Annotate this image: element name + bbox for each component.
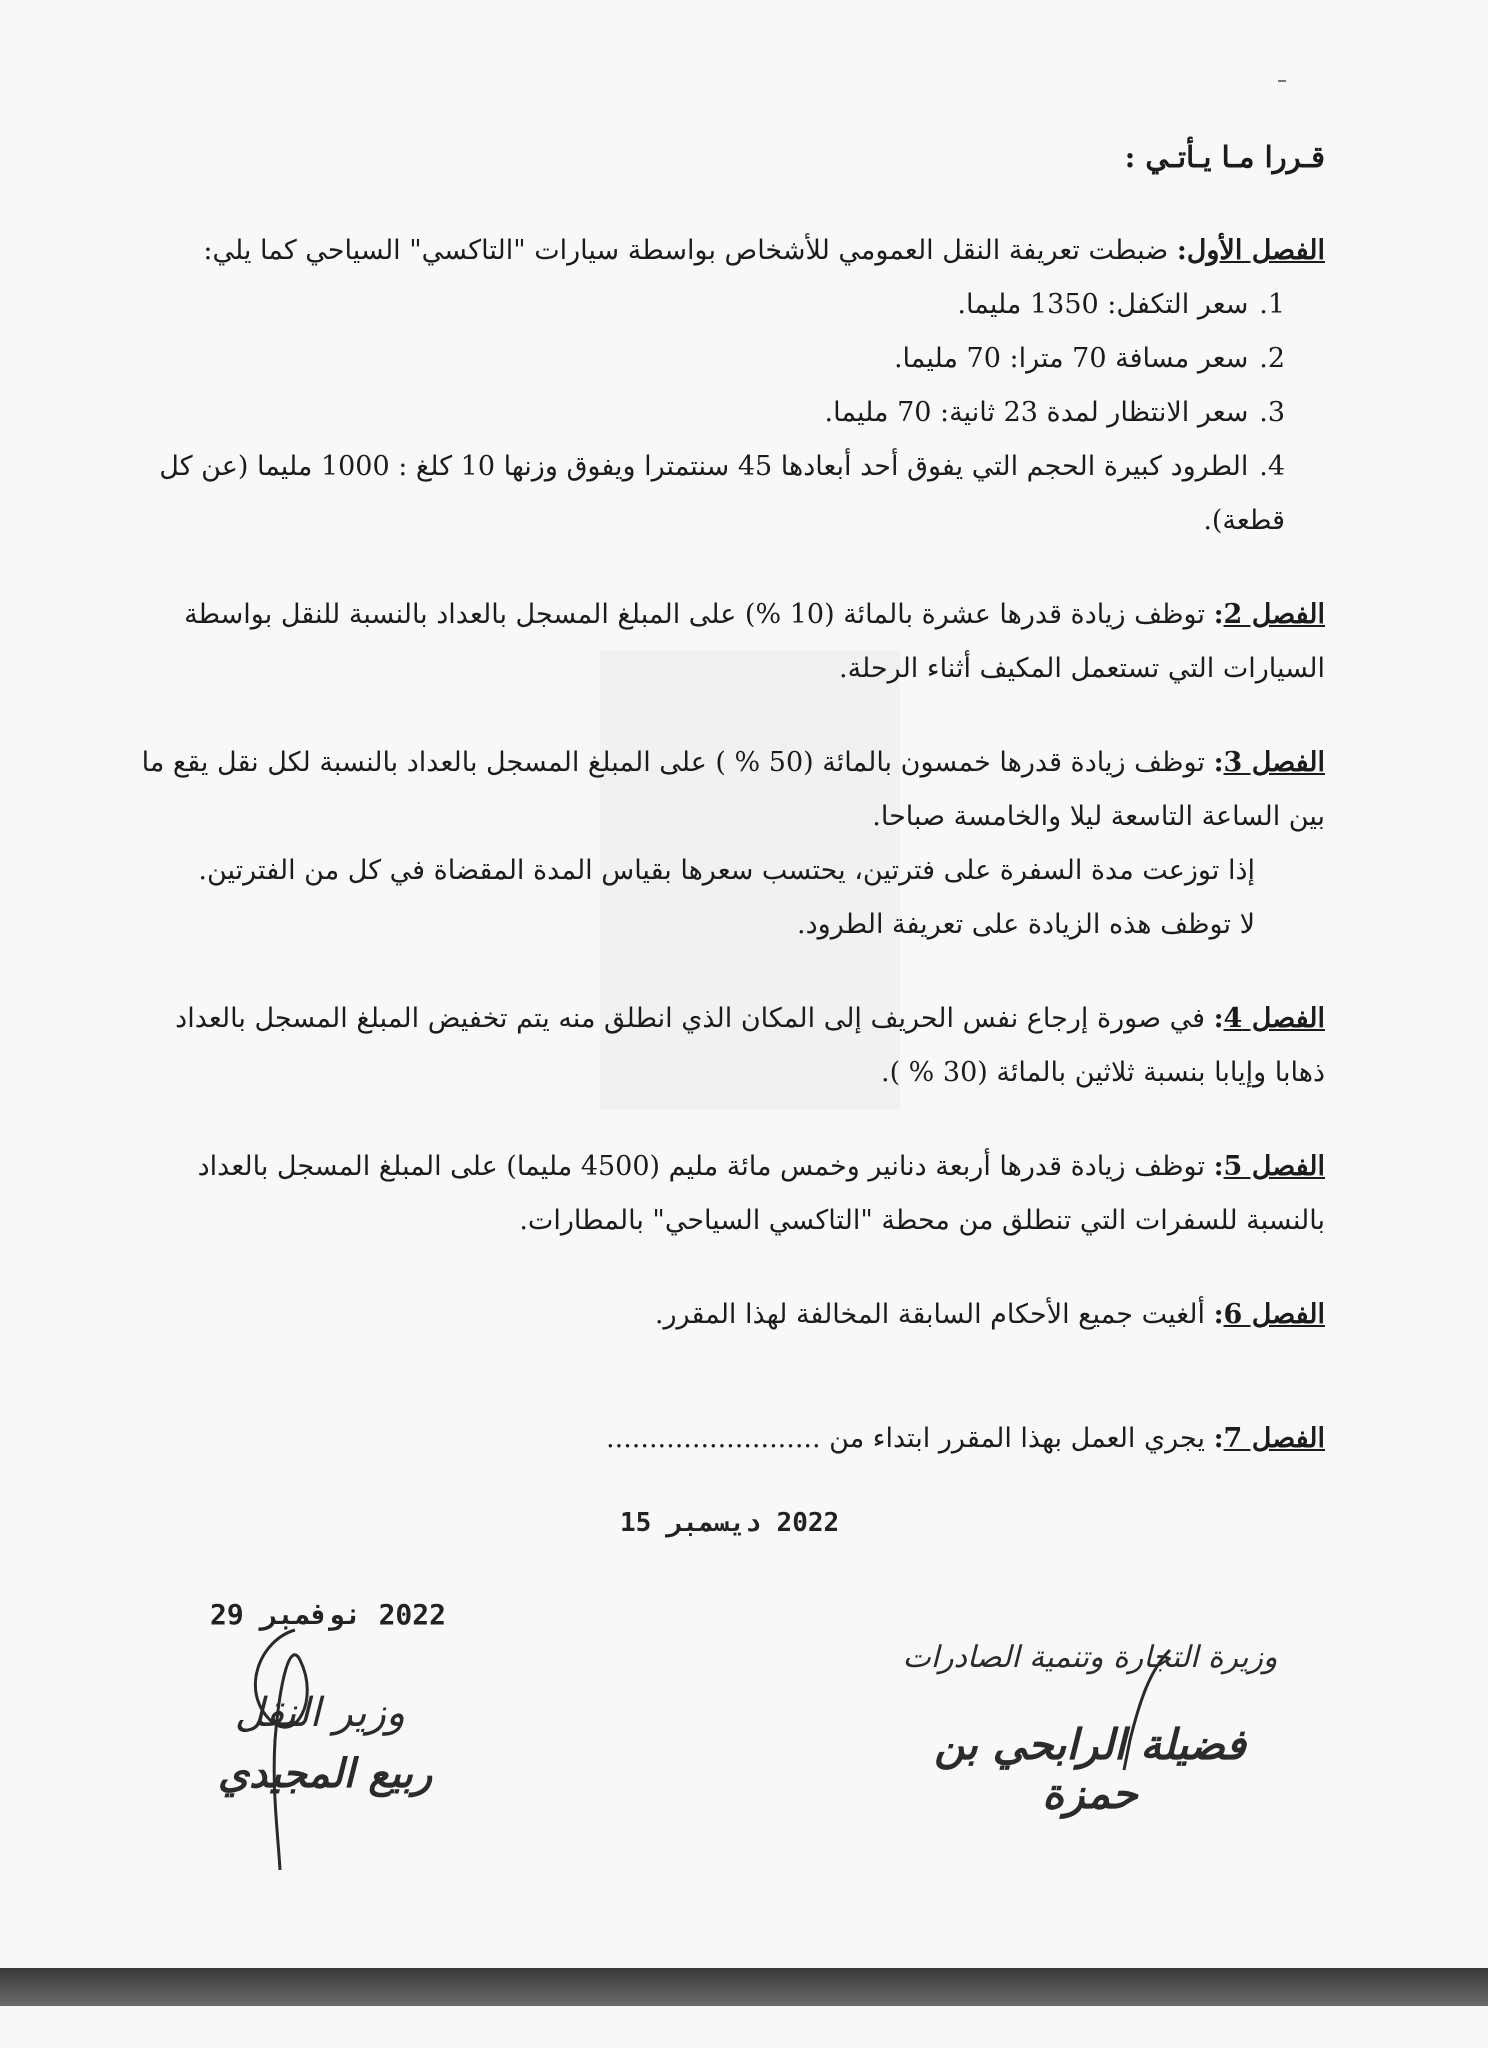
decision-heading: قـررا مـا يـأتـي : — [1124, 140, 1325, 174]
article-1-lead: الفصل الأول — [1186, 235, 1325, 266]
article-3-sub-1: إذا توزعت مدة السفرة على فترتين، يحتسب سعرها بقياس المدة المقضاة في كل من الفترتين. — [198, 855, 1255, 886]
effective-date-stamp: 2022 ديسمبر 15 — [620, 1508, 840, 1538]
article-6-text: ألغيت جميع الأحكام السابقة المخالفة لهذا المقرر. — [654, 1299, 1214, 1330]
signing-date-stamp: 2022 نوفمبر 29 — [210, 1598, 447, 1631]
article-5: الفصل 5: توظف زيادة قدرها أربعة دنانير وخمس مائة مليم (4500 مليما) على المبلغ المسجل بالعداد بالنسبة للسفرات التي تنطلق من محطة "التاكسي السياحي" بالمطارات. — [197, 1151, 1325, 1236]
tariff-list — [140, 278, 1325, 548]
list-item: 1. سعر التكفل: 1350 مليما. — [957, 289, 1285, 320]
article-5-lead: الفصل 5 — [1223, 1151, 1325, 1182]
article-3-text: توظف زيادة قدرها خمسون بالمائة (50 % ) على المبلغ المسجل بالعداد بالنسبة لكل نقل يقع ما بين الساعة التاسعة ليلا والخامسة صباحا. — [141, 747, 1325, 832]
list-item: 3. سعر الانتظار لمدة 23 ثانية: 70 مليما. — [824, 397, 1285, 428]
trade-minister-title-signature: وزيرة التجارة وتنمية الصادرات — [902, 1640, 1278, 1675]
scanner-edge-bar — [0, 1968, 1488, 2006]
transport-minister-name-signature: ربيع المجيدي — [217, 1750, 433, 1797]
article-6: الفصل 6: ألغيت جميع الأحكام السابقة المخالفة لهذا المقرر. — [654, 1299, 1325, 1330]
trade-minister-name-signature: فضيلة الرابحي بن حمزة — [934, 1720, 1246, 1818]
signature-scribble-icon — [200, 1620, 600, 1880]
article-3: الفصل 3: توظف زيادة قدرها خمسون بالمائة (50 % ) على المبلغ المسجل بالعداد بالنسبة لكل نقل يقع ما بين الساعة التاسعة ليلا والخامسة صباحا. إذا توزعت مدة السفرة على فترتين، يحتسب سعرها بقياس المدة المقضاة في كل من الفترتين. لا توظف هذه الزيادة على تعريفة الطرود. — [140, 736, 1325, 952]
article-1: الفصل الأول: ضبطت تعريفة النقل العمومي للأشخاص بواسطة سيارات "التاكسي" السياحي كما يلي: 1. سعر التكفل: 1350 مليما. 2. سعر مسافة 70 مترا: 70 مليما. 3. سعر الانتظار لمدة 23 ثانية: 70 مليما. 4. الطرود كبيرة الحجم التي يفوق أحد أبعادها 45 سنتمترا ويفوق وزنها 10 كلغ : 1000 مليما (عن كل قطعة). — [140, 224, 1325, 548]
article-7-text: يجري العمل بهذا المقرر ابتداء من ......................... — [606, 1423, 1214, 1454]
article-4: الفصل 4: في صورة إرجاع نفس الحريف إلى المكان الذي انطلق منه يتم تخفيض المبلغ المسجل بالعداد ذهابا وإيابا بنسبة ثلاثين بالمائة (30 % ). — [175, 1003, 1325, 1088]
article-7: الفصل 7: يجري العمل بهذا المقرر ابتداء من ......................... — [606, 1423, 1325, 1454]
signature-stroke-icon — [1000, 1630, 1200, 1780]
list-item: 4. الطرود كبيرة الحجم التي يفوق أحد أبعادها 45 سنتمترا ويفوق وزنها 10 كلغ : 1000 مليما (عن كل قطعة). — [159, 451, 1285, 536]
article-3-sub-2: لا توظف هذه الزيادة على تعريفة الطرود. — [797, 909, 1255, 940]
article-2-text: توظف زيادة قدرها عشرة بالمائة (10 %) على المبلغ المسجل بالعداد بالنسبة للنقل بواسطة السيارات التي تستعمل المكيف أثناء الرحلة. — [184, 599, 1325, 684]
article-6-lead: الفصل 6 — [1223, 1299, 1325, 1330]
article-4-lead: الفصل 4 — [1223, 1003, 1325, 1034]
article-2-lead: الفصل 2 — [1223, 599, 1325, 630]
article-3-lead: الفصل 3 — [1223, 747, 1325, 778]
article-5-text: توظف زيادة قدرها أربعة دنانير وخمس مائة مليم (4500 مليما) على المبلغ المسجل بالعداد بالنسبة للسفرات التي تنطلق من محطة "التاكسي السياحي" بالمطارات. — [197, 1151, 1325, 1236]
transport-minister-title-signature: وزير النقل — [234, 1690, 406, 1736]
corner-mark — [1278, 80, 1286, 82]
list-item: 2. سعر مسافة 70 مترا: 70 مليما. — [893, 343, 1285, 374]
document-body — [140, 130, 1325, 1506]
article-2: الفصل 2: توظف زيادة قدرها عشرة بالمائة (10 %) على المبلغ المسجل بالعداد بالنسبة للنقل بواسطة السيارات التي تستعمل المكيف أثناء الرحلة. — [184, 599, 1325, 684]
article-7-lead: الفصل 7 — [1223, 1423, 1325, 1454]
article-1-text: ضبطت تعريفة النقل العمومي للأشخاص بواسطة سيارات "التاكسي" السياحي كما يلي: — [203, 235, 1177, 266]
article-4-text: في صورة إرجاع نفس الحريف إلى المكان الذي انطلق منه يتم تخفيض المبلغ المسجل بالعداد ذهابا وإيابا بنسبة ثلاثين بالمائة (30 % ). — [175, 1003, 1325, 1088]
